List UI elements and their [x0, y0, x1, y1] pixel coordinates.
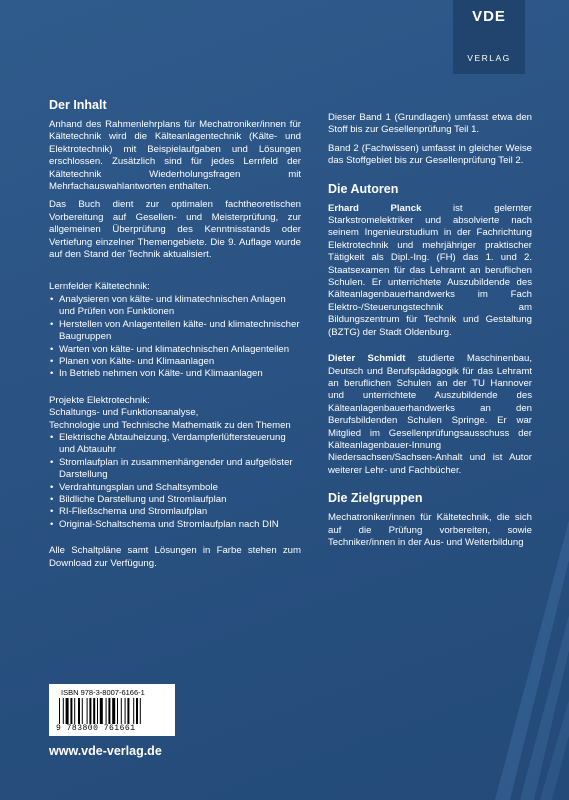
list-item: • Verdrahtungsplan und Schaltsymbole	[59, 482, 301, 494]
list-item: • In Betrieb nehmen von Kälte- und Klimaanlagen	[59, 368, 301, 380]
projekte-line-1: Schaltungs- und Funktionsanalyse,	[49, 407, 199, 419]
author-2-text: studierte Maschinenbau, Deutsch und Berufspädagogik für das Lehramt an beruflichen Schulen an der TU Hannover und unterrichtete Auszubildende des Kälteanlagenbauerhandwerks an den Berufsbildenden Schulen Springe. Er war Mitglied im Gesellenprüfungsausschuss der Kälteanlagenbauer-Innung Niedersachsen/Sachsen-Anhalt und ist Autor weiterer Lehr- und Fachbücher.	[328, 353, 532, 476]
list-item: • Bildliche Darstellung und Stromlaufplan	[59, 494, 301, 506]
target-heading: Die Zielgruppen	[328, 491, 423, 506]
content-heading: Der Inhalt	[49, 98, 107, 112]
content-paragraph-2: Das Buch dient zur optimalen fachtheoretischen Vorbereitung auf Gesellen- und Meisterprüfung, zur allgemeinen Überprüfung des Kenntnisstands oder Vertiefung einzelner Themengebiete. Die 9. Auflage wurde auf den Stand der Technik aktualisiert.	[49, 199, 301, 261]
left-column	[49, 98, 301, 576]
list-item: • Analysieren von kälte- und klimatechnischen Anlagen und Prüfen von Funktionen	[59, 294, 301, 319]
projekte-title: Projekte Elektrotechnik:	[49, 394, 150, 406]
list-item: • Stromlaufplan in zusammenhängender und aufgelöster Darstellung	[59, 457, 301, 482]
author-1-name: Erhard Planck	[328, 202, 422, 214]
band-2-text: Band 2 (Fachwissen) umfasst in gleicher Weise das Stoffgebiet bis zur Gesellenprüfung Teil 2.	[328, 142, 532, 167]
list-item: • Warten von kälte- und klimatechnischen Anlagenteilen	[59, 344, 301, 356]
publisher-logo	[453, 0, 525, 74]
projekte-list	[49, 432, 301, 531]
list-item: • Herstellen von Anlagenteilen kälte- und klimatechnischer Baugruppen	[59, 319, 301, 344]
logo-brand: VDE	[472, 8, 506, 25]
content-paragraph-1: Anhand des Rahmenlehrplans für Mechatroniker/innen für Kältetechnik wird die Kälteanlagentechnik (Kälte- und Elektrotechnik) mit Beispielaufgaben und Lösungen erschlossen. Zusätzlich sind für jedes Lernfeld der Kältetechnik Wiederholungsfragen mit Mehrfachauswahlantworten enthalten.	[49, 119, 301, 193]
list-item: • Elektrische Abtauheizung, Verdampferlüftersteuerung und Abtauuhr	[59, 432, 301, 457]
lernfelder-list	[49, 294, 301, 381]
author-1-text: ist gelernter Starkstromelektriker und absolvierte nach seinem Ingenieurstudium in der Fachrichtung Elektrotechnik und mehrjähriger praktischer Tätigkeit als Dipl.-Ing. (FH) das 1. und 2. Staatsexamen für das Lehramt an beruflichen Schulen. Er unterrichtete Auszubildende des Kälteanlagenbauerhandwerks im Fach Elektro-/Steuerungstechnik am Bildungszentrum für Technik und Gestaltung (BZTG) der Stadt Oldenburg.	[328, 202, 532, 338]
author-1-bio	[328, 203, 532, 339]
projekte-line-2: Technologie und Technische Mathematik zu den Themen	[49, 419, 291, 431]
list-item: • Original-Schaltschema und Stromlaufplan nach DIN	[59, 519, 301, 531]
author-2-bio	[328, 353, 532, 477]
lernfelder-title: Lernfelder Kältetechnik:	[49, 281, 150, 293]
logo-subtitle: VERLAG	[467, 53, 511, 63]
target-text: Mechatroniker/innen für Kältetechnik, die sich auf die Prüfung vorbereiten, sowie Techniker/innen in der Aus- und Weiterbildung	[328, 512, 532, 548]
band-1-text: Dieser Band 1 (Grundlagen) umfasst etwa den Stoff bis zur Gesellenprüfung Teil 1.	[328, 112, 532, 136]
download-note: Alle Schaltpläne samt Lösungen in Farbe stehen zum Download zur Verfügung.	[49, 545, 301, 569]
author-2-name: Dieter Schmidt	[328, 353, 406, 365]
right-column	[328, 112, 532, 555]
barcode	[49, 684, 175, 736]
barcode-number: 9 783800 761661	[56, 724, 136, 733]
authors-heading: Die Autoren	[328, 181, 399, 196]
barcode-bars	[59, 698, 165, 724]
isbn-label: ISBN 978-3-8007-6166-1	[61, 688, 145, 697]
website-link[interactable]: www.vde-verlag.de	[49, 744, 162, 758]
list-item: • Planen von Kälte- und Klimaanlagen	[59, 356, 301, 368]
list-item: • RI-Fließschema und Stromlaufplan	[59, 506, 301, 518]
